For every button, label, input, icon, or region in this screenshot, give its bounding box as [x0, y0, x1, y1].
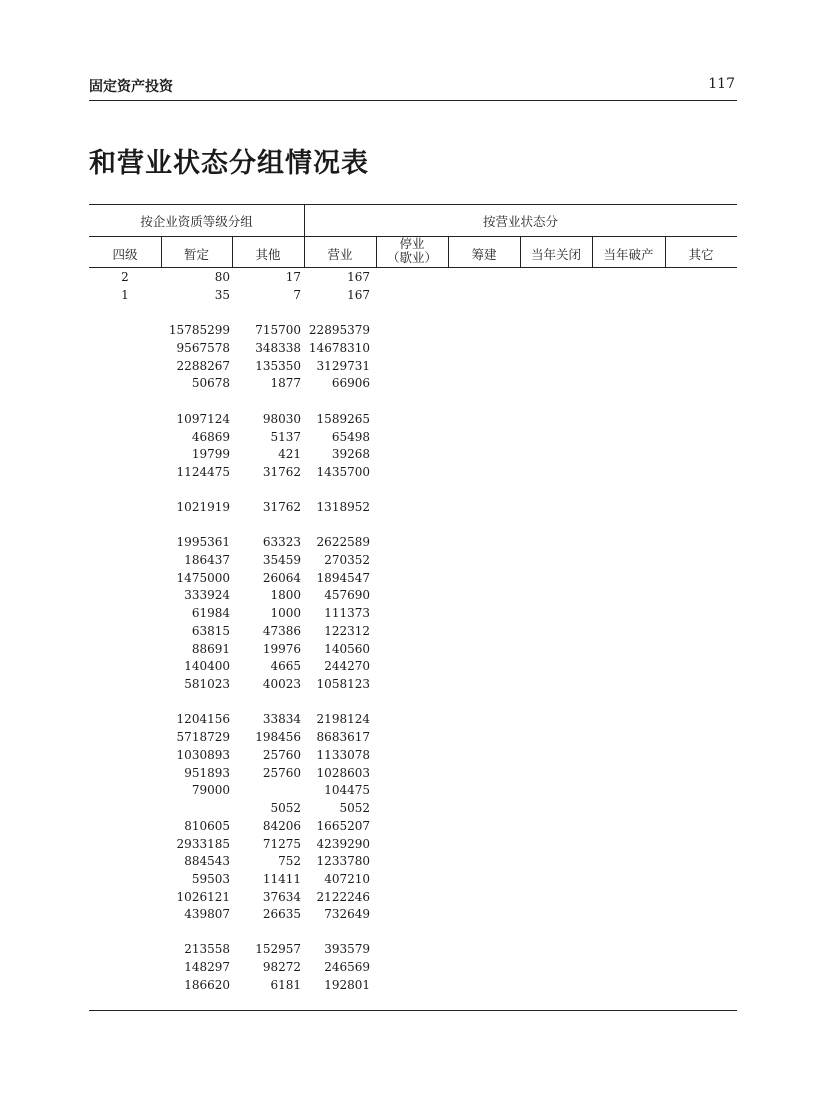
table-cell-yingye: 1894547 [316, 571, 370, 585]
table-cell-qita: 84206 [262, 819, 301, 833]
col-header-choujian: 筹建 [471, 247, 497, 262]
table-cell-zanding: 63815 [191, 624, 230, 638]
table-cell-yingye: 8683617 [316, 730, 370, 744]
table-cell-zanding: 148297 [184, 960, 230, 974]
table-cell-zanding: 61984 [191, 606, 230, 620]
table-cell-qita: 715700 [255, 323, 301, 337]
table-cell-yingye: 1233780 [316, 854, 370, 868]
table-cell-zanding: 1204156 [176, 712, 230, 726]
table-cell-zanding: 2288267 [176, 359, 230, 373]
running-title: 固定资产投资 [89, 79, 173, 95]
table-cell-yingye: 1435700 [316, 465, 370, 479]
table-cell-qita: 19976 [262, 642, 301, 656]
table-header-bottom-rule [89, 267, 737, 268]
table-cell-qita: 752 [278, 854, 301, 868]
table-cell-qita: 31762 [262, 500, 301, 514]
table-cell-yingye: 4239290 [316, 837, 370, 851]
table-cell-qita: 4665 [270, 659, 301, 673]
table-cell-zanding: 884543 [184, 854, 230, 868]
table-cell-yingye: 167 [347, 288, 370, 302]
table-cell-qita: 31762 [262, 465, 301, 479]
table-cell-yingye: 3129731 [316, 359, 370, 373]
table-cell-qita: 6181 [270, 978, 301, 992]
table-cell-yingye: 66906 [331, 376, 370, 390]
table-cell-qita: 421 [278, 447, 301, 461]
table-cell-zanding: 439807 [184, 907, 230, 921]
table-top-rule [89, 204, 737, 205]
table-cell-yingye: 407210 [324, 872, 370, 886]
running-head [89, 76, 737, 100]
table-cell-qita: 5052 [270, 801, 301, 815]
table-cell-yingye: 270352 [324, 553, 370, 567]
table-cell-yingye: 22895379 [308, 323, 370, 337]
col-header-qita2: 其它 [688, 247, 714, 262]
table-cell-yingye: 104475 [324, 783, 370, 797]
col-header-siji: 四级 [112, 247, 138, 262]
table-cell-qita: 47386 [262, 624, 301, 638]
table-cell-yingye: 244270 [324, 659, 370, 673]
col-header-yingye: 营业 [327, 247, 353, 262]
table-cell-zanding: 2933185 [176, 837, 230, 851]
table-cell-yingye: 1133078 [316, 748, 370, 762]
table-cell-qita: 33834 [262, 712, 301, 726]
col-header-tingye [376, 237, 448, 265]
col-header-zanding: 暂定 [183, 247, 209, 262]
col-header-qita: 其他 [255, 247, 281, 262]
table-cell-zanding: 5718729 [176, 730, 230, 744]
table-cell-zanding: 1124475 [176, 465, 230, 479]
table-cell-yingye: 732649 [324, 907, 370, 921]
table-cell-zanding: 79000 [191, 783, 230, 797]
col-header-tingye-line1: 停业 [399, 236, 425, 251]
table-cell-yingye: 122312 [324, 624, 370, 638]
table-cell-zanding: 213558 [184, 942, 230, 956]
table-cell-qita: 40023 [262, 677, 301, 691]
table-cell-yingye: 1665207 [316, 819, 370, 833]
table-cell-qita: 25760 [262, 748, 301, 762]
table-cell-qita: 11411 [262, 872, 301, 886]
col-header-tingye-line2: （歇业） [386, 250, 437, 265]
table-cell-yingye: 2198124 [316, 712, 370, 726]
table-cell-qita: 198456 [255, 730, 301, 744]
table-cell-zanding: 186620 [184, 978, 230, 992]
table-cell-zanding: 1995361 [176, 535, 230, 549]
col-header-dangnian-pochan: 当年破产 [603, 247, 654, 262]
table-cell-qita: 7 [293, 288, 301, 302]
table-cell-yingye: 140560 [324, 642, 370, 656]
table-cell-qita: 25760 [262, 766, 301, 780]
header-rule [89, 100, 737, 101]
table-cell-qita: 135350 [255, 359, 301, 373]
table-cell-yingye: 457690 [324, 588, 370, 602]
table-cell-yingye: 2122246 [316, 890, 370, 904]
table-cell-yingye: 1028603 [316, 766, 370, 780]
table-cell-zanding: 333924 [184, 588, 230, 602]
table-cell-zanding: 1021919 [176, 500, 230, 514]
table-cell-zanding: 1475000 [176, 571, 230, 585]
table-cell-yingye: 1318952 [316, 500, 370, 514]
table-cell-qita: 348338 [255, 341, 301, 355]
table-cell-qita: 5137 [270, 430, 301, 444]
table-cell-zanding: 140400 [184, 659, 230, 673]
table-cell-yingye: 14678310 [308, 341, 370, 355]
table-cell-yingye: 192801 [324, 978, 370, 992]
col-header-dangnian-guanbi: 当年关闭 [530, 247, 581, 262]
table-cell-yingye: 1589265 [316, 412, 370, 426]
table-cell-zanding: 810605 [184, 819, 230, 833]
table-cell-zanding: 1026121 [176, 890, 230, 904]
table-cell-zanding: 186437 [184, 553, 230, 567]
table-cell-qita: 71275 [262, 837, 301, 851]
table-cell-siji: 2 [121, 270, 129, 284]
table-cell-zanding: 88691 [191, 642, 230, 656]
table-cell-zanding: 15785299 [168, 323, 230, 337]
table-cell-qita: 63323 [262, 535, 301, 549]
table-cell-yingye: 246569 [324, 960, 370, 974]
page-title: 和营业状态分组情况表 [89, 148, 369, 179]
table-cell-qita: 1800 [270, 588, 301, 602]
group-header-qualification: 按企业资质等级分组 [140, 214, 253, 229]
table-cell-qita: 17 [285, 270, 301, 284]
table-cell-zanding: 19799 [191, 447, 230, 461]
table-cell-yingye: 393579 [324, 942, 370, 956]
table-cell-yingye: 1058123 [316, 677, 370, 691]
table-cell-yingye: 65498 [331, 430, 370, 444]
table-cell-yingye: 111373 [324, 606, 370, 620]
table-cell-zanding: 59503 [191, 872, 230, 886]
page-number: 117 [708, 76, 735, 92]
table-cell-zanding: 80 [214, 270, 230, 284]
table-cell-zanding: 9567578 [176, 341, 230, 355]
table-bottom-rule [89, 1010, 737, 1011]
table-cell-qita: 35459 [262, 553, 301, 567]
table-cell-siji: 1 [121, 288, 129, 302]
table-cell-zanding: 46869 [191, 430, 230, 444]
table-cell-qita: 1000 [270, 606, 301, 620]
table-cell-yingye: 2622589 [316, 535, 370, 549]
table-cell-qita: 26064 [262, 571, 301, 585]
table-cell-zanding: 581023 [184, 677, 230, 691]
table-cell-yingye: 167 [347, 270, 370, 284]
table-cell-zanding: 1097124 [176, 412, 230, 426]
table-cell-qita: 98272 [262, 960, 301, 974]
table-cell-yingye: 39268 [331, 447, 370, 461]
table-cell-qita: 152957 [255, 942, 301, 956]
table-cell-qita: 26635 [262, 907, 301, 921]
table-cell-zanding: 35 [214, 288, 230, 302]
table-cell-zanding: 1030893 [176, 748, 230, 762]
table-cell-zanding: 951893 [184, 766, 230, 780]
table-cell-qita: 1877 [270, 376, 301, 390]
table-cell-qita: 37634 [262, 890, 301, 904]
table-cell-zanding: 50678 [191, 376, 230, 390]
table-cell-qita: 98030 [262, 412, 301, 426]
group-header-business-status: 按营业状态分 [482, 214, 558, 229]
table-cell-yingye: 5052 [339, 801, 370, 815]
